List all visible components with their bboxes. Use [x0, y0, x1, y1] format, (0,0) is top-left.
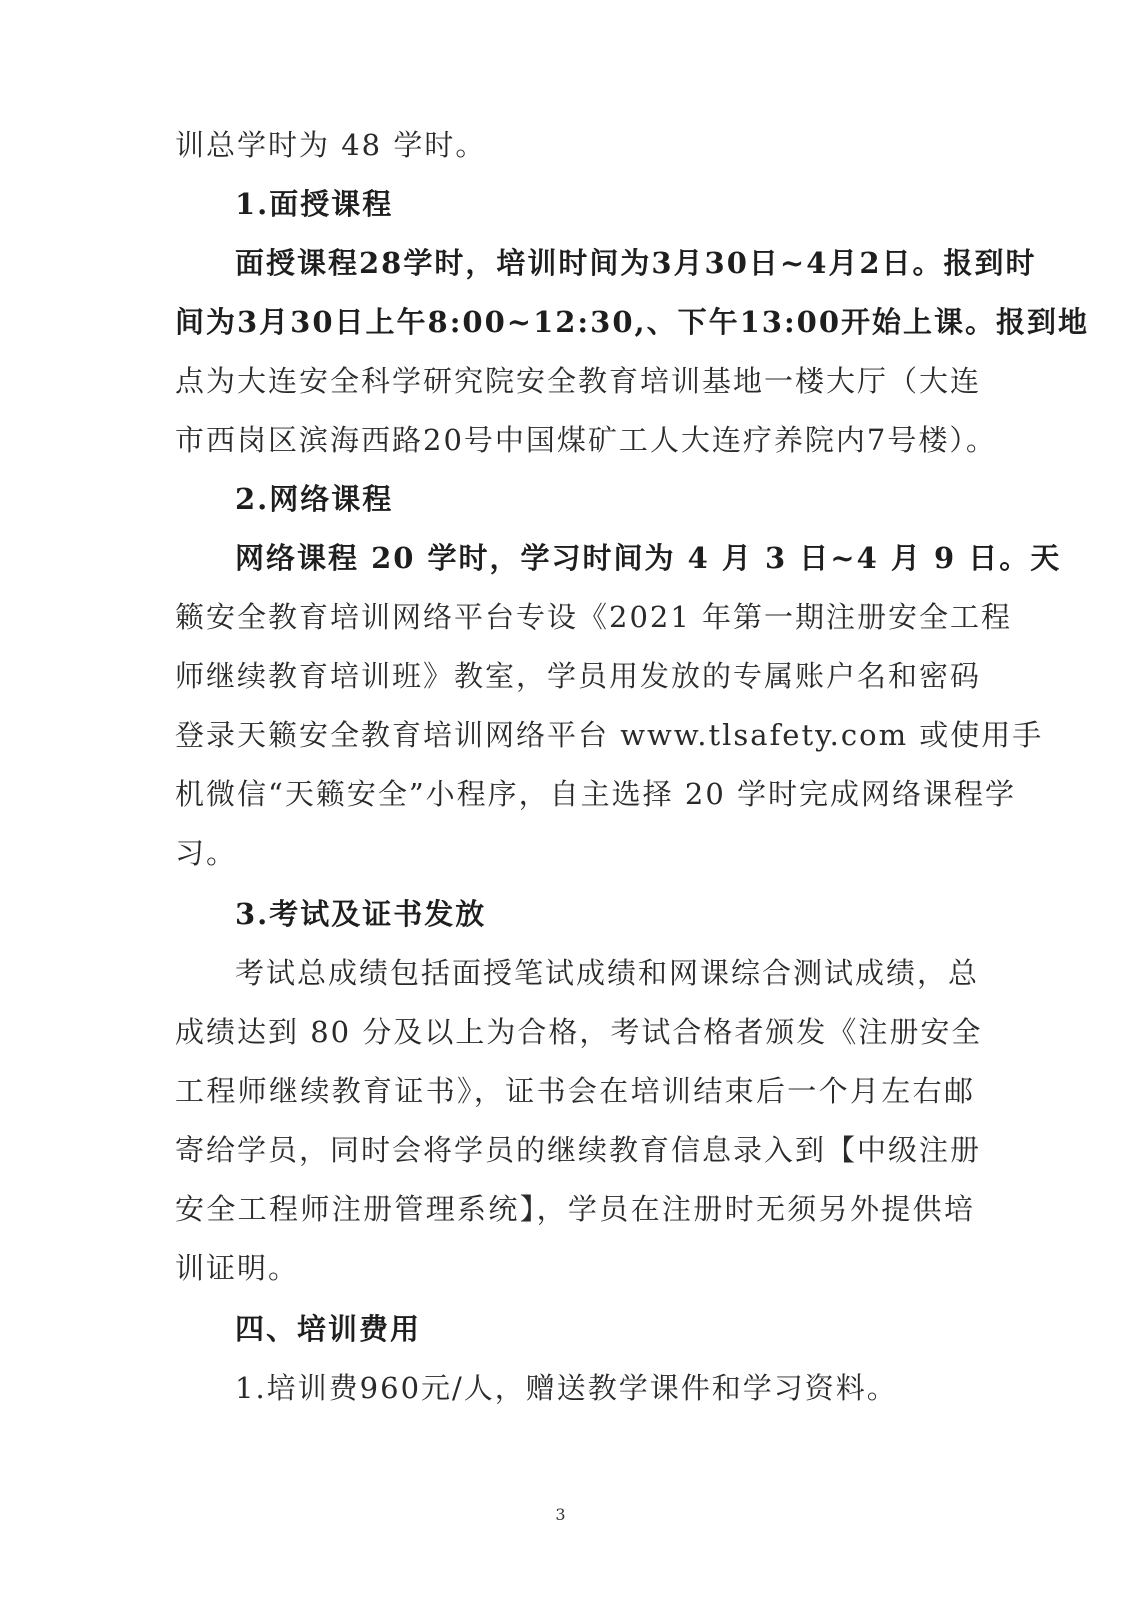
- text-line: 工程师继续教育证书》，证书会在培训结束后一个月左右邮: [175, 1074, 975, 1108]
- text-line: 1.培训费960元/人，赠送教学课件和学习资料。: [235, 1371, 898, 1405]
- section-heading-online-course: 2.网络课程: [235, 482, 394, 516]
- text-line: 籁安全教育培训网络平台专设《2021 年第一期注册安全工程: [175, 600, 1013, 634]
- text-line: 寄给学员，同时会将学员的继续教育信息录入到【中级注册: [175, 1133, 982, 1167]
- text-line-bold-part: 间为3月30日上午8:00~12:30,、下午13:00开始上课。报到地: [175, 305, 1090, 339]
- text-line: 点为大连安全科学研究院安全教育培训基地一楼大厅（大连: [175, 364, 982, 398]
- text-line: [175, 302, 1090, 342]
- text-line: 习。: [175, 836, 238, 870]
- text-line: 网络课程 20 学时，学习时间为 4 月 3 日~4 月 9 日。天: [235, 541, 1062, 575]
- text-line: 面授课程28学时，培训时间为3月30日~4月2日。报到时: [235, 246, 1037, 280]
- section-heading-exam-and-certificate: 3.考试及证书发放: [235, 897, 487, 931]
- text-line: 市西岗区滨海西路20号中国煤矿工人大连疗养院内7号楼）。: [175, 423, 997, 457]
- section-heading-training-fees: 四、培训费用: [235, 1312, 422, 1346]
- text-line: 考试总成绩包括面授笔试成绩和网课综合测试成绩，总: [235, 956, 980, 990]
- text-line: 机微信“天籁安全”小程序，自主选择 20 学时完成网络课程学: [175, 777, 1016, 811]
- text-line-with-url: 登录天籁安全教育培训网络平台 www.tlsafety.com 或使用手: [175, 718, 1044, 752]
- text-line: 成绩达到 80 分及以上为合格，考试合格者颁发《注册安全: [175, 1015, 983, 1049]
- text-line: 安全工程师注册管理系统】，学员在注册时无须另外提供培: [175, 1192, 975, 1226]
- page-number: 3: [555, 1505, 566, 1524]
- text-line: 师继续教育培训班》教室，学员用发放的专属账户名和密码: [175, 659, 982, 693]
- text-line: 训证明。: [175, 1251, 300, 1285]
- text-line: 训总学时为 48 学时。: [175, 128, 487, 162]
- section-heading-face-to-face-course: 1.面授课程: [235, 187, 394, 221]
